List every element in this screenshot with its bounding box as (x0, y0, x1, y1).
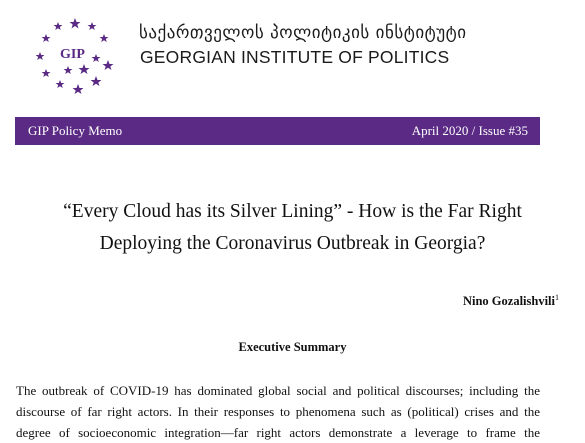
org-name-english: GEORGIAN INSTITUTE OF POLITICS (140, 47, 450, 67)
body-line: degree of socioeconomic integration—far right actors demonstrate a leverage to frame the (16, 425, 540, 440)
memo-issue-label: April 2020 / Issue #35 (411, 123, 528, 138)
body-line: The outbreak of COVID-19 has dominated global social and political discourses; including the (16, 383, 540, 398)
org-name-georgian: საქართველოს პოლიტიკის ინსტიტუტი (139, 23, 467, 43)
memo-band (15, 117, 540, 145)
footnote-marker: 1 (555, 293, 559, 302)
memo-series-label: GIP Policy Memo (28, 123, 123, 138)
document-title-line-1: “Every Cloud has its Silver Lining” - How is the Far Right (63, 201, 522, 222)
gip-logo (30, 14, 120, 94)
document-title-line-2: Deploying the Coronavirus Outbreak in Georgia? (99, 233, 486, 254)
section-heading: Executive Summary (238, 340, 347, 354)
body-paragraph (16, 380, 540, 443)
author-name (463, 293, 559, 309)
author-name-text: Nino Gozalishvili (462, 294, 555, 309)
logo-text: GIP (60, 47, 85, 62)
body-line: discourse of far right actors. In their responses to phenomena such as (political) crises and the (16, 404, 540, 419)
